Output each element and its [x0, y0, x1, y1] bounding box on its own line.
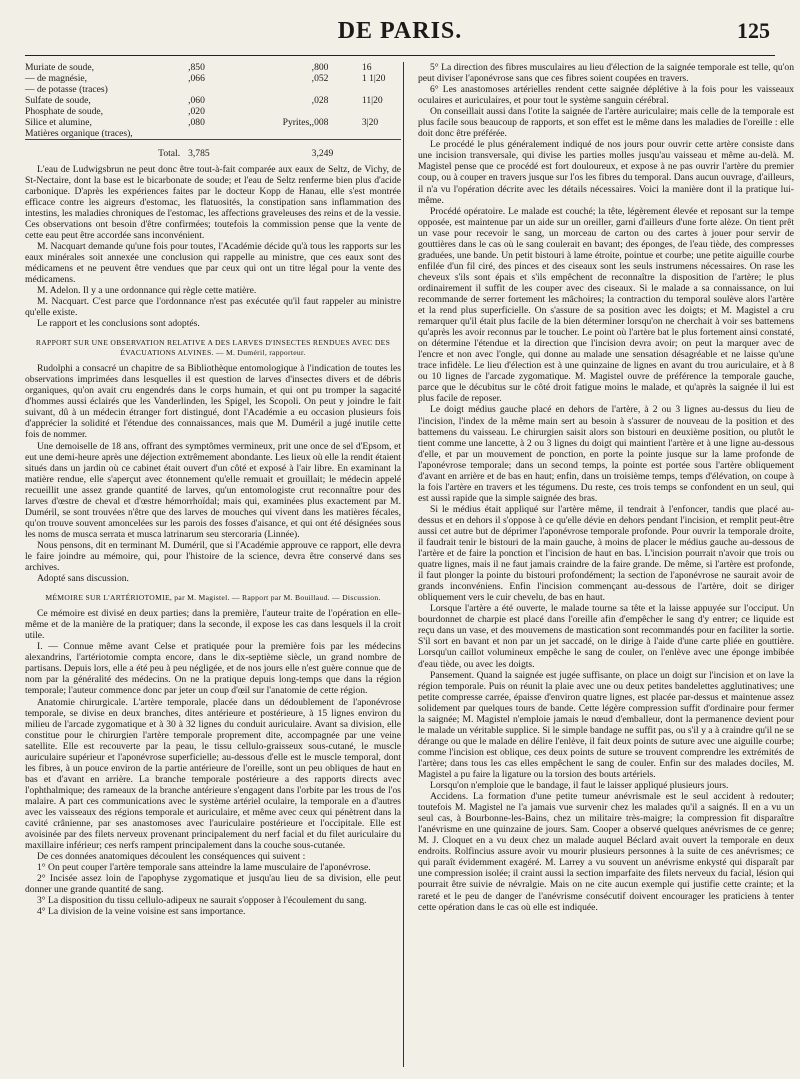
table-row [25, 95, 401, 106]
table-cell: 1 1|20 [361, 73, 386, 84]
table-cell [188, 84, 246, 95]
table-row [25, 73, 401, 84]
table-cell: 3|20 [361, 117, 379, 128]
paragraph: Nous pensons, dit en terminant M. Duméril, que si l'Académie approuve ce rapport, elle devra le faire joindre au mémoire, qui, pour l'histoire de la science, devra être conservé dans ses archives. [25, 539, 401, 574]
paragraph: M. Nacquart demande qu'une fois pour toutes, l'Académie décide qu'à tous les rapports sur les eaux minérales soit annexée une conclusion qui rappelle au ministre, que ces eaux sont des médicamens et ne peuvent être vendues que par ceux qui ont un titre légal pour la vente des médicamens. [25, 240, 401, 285]
table-cell [246, 84, 312, 95]
table-cell [246, 95, 312, 106]
table-row [25, 117, 401, 128]
paragraph: De ces données anatomiques découlent les conséquences qui suivent : [37, 851, 306, 863]
paragraph: I. — Connue même avant Celse et pratiquée pour la première fois par les médecins alexandrins, l'artériotomie compta encore, dans le dix-septième siècle, un grand nombre de partisans. Depuis lors, elle a été peu à peu négligée, et de nos jours elle n'est guère connue que de nom par la généralité des médecins. On ne la pratique depuis long-temps que dans la région temporale; l'auteur commence donc par jeter un coup d'œil sur l'anatomie de cette région. [25, 641, 401, 697]
paragraph: L'eau de Ludwigsbrun ne peut donc être tout-à-fait comparée aux eaux de Seltz, de Vichy, de St-Nectaire, dont la base est le bicarbonate de soude; et l'eau de Seltz renferme bien plus d'acide carbonique. D'après les expériences faites par le docteur Kopp de Hanau, elle s'est montrée efficace contre les aigreurs d'estomac, les flatuosités, la constipation sans inflammation des intestins, les maladies chroniques de l'estomac, les affections graveleuses des reins et de la vessie. Ces observations ont besoin d'être confirmées; toutefois la commission pense que la vente de cette eau peut être accordée sans inconvénient. [25, 163, 401, 241]
paragraph: Une demoiselle de 18 ans, offrant des symptômes vermineux, prit une once de sel d'Epsom, et eut une demi-heure après une déjection extrêmement abondante. Les lieux où elle la rendit étaient situés dans un jardin où ce cabinet était ouvert d'un côté et exposé à l'air libre. En examinant la matière rendue, elle s'aperçut avec étonnement qu'elle remuait et grouillait; le médecin appelé recueillit une assez grande quantité de larves, qu'un entomologiste crut reconnaître pour des larves d'œstre de cheval et d'œstre hémorrhoïdal; mais qui, examinées plus exactement par M. Duméril, se sont trouvées n'être que des larves de mouches qui vivent dans les matières fécales, qu'on trouve souvent amoncelées sur les parois des fosses d'aisance, et qui ont été désignées sous les noms de musca serrata et musca latrinarum seu stercoraria (Linnée). [25, 440, 401, 540]
paragraph: Procédé opératoire. Le malade est couché; la tête, légèrement élevée et reposant sur la tempe opposée, est maintenue par un aide sur un oreiller, garni d'ailleurs d'une forte alèze. On tient prêt un vase pour recevoir le sang, un morceau de carton ou des cartes à jouer pour servir de gouttières dans le cas où le sang coulerait en bavant; des éponges, de l'eau tiède, des compresses graduées, une bande. Un petit bistouri à lame étroite, pointue et courbe; une petite aiguille courbe enfilée d'un fil ciré, des pinces et des ciseaux sont les seuls instrumens nécessaires. On rase les cheveux s'ils sont épais et s'ils empêchent de reconnaître la disposition de l'artère; le plus ordinairement il suffit de les couper avec des ciseaux. Si le malade a sa connaissance, on lui recommande de serrer fortement les mâchoires; la contraction du temporal soulève alors l'artère et la rend plus superficielle. On s'assure de sa position avec les doigts; et M. Magistel a cru remarquer qu'il était plus facile de la bien déterminer lorsqu'on ne cherchait à voir ses battemens qu'après les avoir reconnus par le toucher. Le point où l'artère bat le plus fortement ainsi constaté, on détermine l'étendue et la direction que l'incision devra avoir; on peut la marquer avec de l'encre et non avec l'ongle, qui donne au malade une sensation désagréable et ne laisse qu'une trace infidèle. Le lieu d'élection est à une quinzaine de lignes en avant du trou auriculaire, et à 8 ou 10 lignes de l'arcade zygomatique. M. Magistel ouvre de préférence la temporale gauche, parce que le décubitus sur le côté droit fatigue moins le malade, et qu'après la saignée il lui est plus facile de reposer. [418, 205, 794, 405]
paragraph: Lorsque l'artère a été ouverte, le malade tourne sa tête et la laisse appuyée sur l'occiput. Un bourdonnet de charpie est placé dans l'oreille afin d'empêcher le sang d'y entrer; ce liquide est reçu dans un vase, et des mouvemens de mastication sont recommandés pour en faciliter la sortie. S'il sort en bavant et non par un jet saccadé, on le dirige à l'aide d'une carte pliée en gouttière. Lorsqu'un caillot volumineux empêche le sang de couler, on l'enlève avec une éponge imbibée d'eau tiède, ou avec les doigts. [418, 603, 794, 670]
table-cell: Muriate de soude, [25, 62, 95, 73]
table-cell: ,060 [188, 95, 205, 106]
table-cell: Sulfate de soude, [25, 95, 91, 106]
paragraph: 3° La disposition du tissu cellulo-adipeux ne saurait s'opposer à l'écoulement du sang. [37, 895, 367, 907]
table-cell: 11|20 [361, 95, 383, 106]
table-row [25, 84, 401, 95]
table-cell [312, 106, 362, 117]
table-cell: ,800 [311, 62, 329, 73]
table-cell: 16 [361, 62, 372, 73]
section-heading-arteriotomie: MÉMOIRE SUR L'ARTÉRIOTOMIE, par M. Magistel. — Rapport par M. Bouillaud. — Discussion. [45, 593, 381, 603]
table-cell: ,008 [311, 117, 329, 128]
paragraph: M. Adelon. Il y a une ordonnance qui règle cette matière. [37, 285, 257, 297]
paragraph: 4° La division de la veine voisine est sans importance. [37, 906, 246, 918]
table-cell: ,080 [188, 117, 205, 128]
table-cell: Silice et alumine, [25, 117, 92, 128]
table-total-row [25, 143, 401, 159]
total-label: Total. [158, 147, 181, 159]
mineral-analysis-table [25, 62, 401, 159]
table-cell [362, 84, 401, 95]
table-cell: — de magnésie, [25, 73, 88, 84]
paragraph: 2° Incisée assez loin de l'apophyse zygomatique et jusqu'au lieu de sa division, elle peut donner une grande quantité de sang. [25, 873, 401, 896]
table-cell: Phosphate de soude, [25, 106, 104, 117]
paragraph: 5° La direction des fibres musculaires au lieu d'élection de la saignée temporale est telle, qu'on peut diviser l'aponévrose sans que ces fibres soient coupées en travers. [418, 62, 794, 85]
paragraph: 1° On peut couper l'artère temporale sans atteindre la lame musculaire de l'aponévrose. [37, 862, 371, 874]
section-heading-larves: RAPPORT SUR UNE OBSERVATION RELATIVE A DES LARVES D'INSECTES RENDUES AVEC DES ÉVACUATIONS ALVINES. — M. Duméril, rapporteur. [35, 338, 391, 358]
paragraph: 6° Les anastomoses artérielles rendent cette saignée déplétive à la fois pour les vaisseaux oculaires et auriculaires, et pour tout le système sanguin cérébral. [418, 84, 794, 107]
paragraph: Le doigt médius gauche placé en dehors de l'artère, à 2 ou 3 lignes au-dessus du lieu de l'incision, l'index de la même main sert au besoin à s'assurer de nouveau de la position et des battemens du vaisseau. Le chirurgien saisit alors son bistouri en deuxième position, ou plutôt le tient comme une lancette, à 2 ou 3 lignes du doigt qui maintient l'artère et à une ligne au-dessous d'elle, et par un mouvement de ponction, en porte la pointe jusque sur la lame profonde de l'aponévrose temporale; dans un second temps, la pointe est portée sous l'artère obliquement d'avant en arrière et de bas en haut; enfin, dans un troisième temps, temps d'élévation, on coupe à la fois l'artère en travers et les tégumens. Du reste, ces trois temps se confondent en un seul, qui est aussi rapide que la simple saignée des bras. [418, 404, 794, 504]
table-cell: ,066 [188, 73, 205, 84]
header-rule [25, 55, 775, 56]
paragraph: Lorsqu'on n'emploie que le bandage, il faut le laisser appliqué plusieurs jours. [430, 780, 729, 792]
total-value-2: 3,249 [311, 147, 334, 159]
right-column [418, 62, 794, 913]
paragraph: Anatomie chirurgicale. L'artère temporale, placée dans un dédoublement de l'aponévrose temporale, se divise en deux branches, dites antérieure et postérieure, à 15 lignes environ du milieu de l'arcade zygomatique et à 30 à 32 lignes du conduit auriculaire. Avant sa division, elle constitue pour le chirurgien l'artère temporale proprement dite, accompagnée par une veine satellite. Elle est recouverte par la peau, le tissu cellulo-graisseux sous-cutané, le muscle auriculaire supérieur et l'aponévrose superficielle; au-dessous d'elle est le muscle temporal, dont les fibres, à un pouce environ de la partie antérieure de l'oreille, sont un peu obliques de haut en bas et d'avant en arrière. La branche temporale postérieure a des rapports directs avec l'ophthalmique; des rameaux de la branche antérieure s'engagent dans l'orbite par les trous de l'os malaire. A part ces communications avec le système artériel oculaire, la temporale en a d'autres avec les vaisseaux des régions temporale et auriculaire, et même avec ceux qui pénètrent dans la cavité crânienne, par ses anastomoses avec l'auriculaire postérieure et l'occipitale. Elle est avoisinée par des filets nerveux provenant principalement du nerf facial et du filet auriculaire du maxillaire inférieur; ces nerfs rampent principalement dans la couche sous-cutanée. [25, 696, 401, 852]
total-value-1: 3,785 [188, 147, 210, 159]
paragraph: Le rapport et les conclusions sont adoptés. [37, 318, 200, 330]
paragraph: Accidens. La formation d'une petite tumeur anévrismale est le seul accident à redouter; toutefois M. Magistel ne l'a jamais vue survenir chez les malades qu'il a saignés. Il en a vu un seul cas, à Bourbonne-les-Bains, chez un militaire très-maigre; la compression fit disparaître l'anévrisme en une quinzaine de jours. Sam. Cooper a observé quelques anévrismes de ce genre; M. J. Cloquet en a vu deux chez un malade auquel Béclard avait ouvert la temporale en deux endroits. Rolfincius assure avoir vu mourir plusieurs personnes à la suite de ces anévrismes; ce qui paraît évidemment exagéré. M. Larrey a vu souvent un anévrisme enkysté qui disparaît par une compression isolée; il craint aussi la section imparfaite des filets nerveux du facial, lésion qui pourrait être suivie de névralgie. Mais on ne cite aucun exemple qui justifie cette crainte; et la rareté et le peu de danger de l'anévrisme consécutif doivent encourager les praticiens à tenter cette opération dans le cas où elle est indiquée. [418, 791, 794, 913]
table-cell: ,850 [188, 62, 205, 73]
table-cell: ,020 [188, 106, 205, 117]
page-number: 125 [737, 18, 770, 43]
table-cell [246, 73, 312, 84]
paragraph: Si le médius était appliqué sur l'artère même, il tendrait à l'enfoncer, tandis que placé au-dessus et en dehors il s'oppose à ce qu'elle dévie en dehors pendant l'incision, et remplit peut-être aussi cet autre but de déprimer l'aponévrose temporale profonde. Pour ouvrir la temporale droite, il faudrait tenir le bistouri de la main gauche, à moins de placer le médius gauche au-dessous de l'artère et de faire la ponction et l'incision de haut en bas. L'incision pourrait n'avoir que trois ou quatre lignes, mais il ne faut jamais craindre de la faire grande. De même, si l'artère est profonde, il faut plonger la pointe du bistouri profondément; la section de l'aponévrose ne saurait avoir de grands inconvéniens. Enfin l'incision commençant au-dessous de l'artère, doit se diriger obliquement vers le cuir chevelu, de bas en haut. [418, 503, 794, 604]
page-header [0, 18, 800, 48]
table-cell: ,028 [311, 95, 329, 106]
table-cell [362, 106, 401, 117]
paragraph: Adopté sans discussion. [37, 573, 129, 585]
table-cell [312, 84, 362, 95]
paragraph: M. Nacquart. C'est parce que l'ordonnance n'est pas exécutée qu'il faut rappeler au ministre qu'elle existe. [25, 296, 401, 319]
paragraph: Ce mémoire est divisé en deux parties; dans la première, l'auteur traite de l'opération en elle-même et de la manière de la pratiquer; dans la seconde, il expose les cas dans lesquels il la croit utile. [25, 608, 401, 642]
running-title: DE PARIS. [337, 18, 463, 44]
table-row [25, 62, 401, 73]
table-cell: ,052 [311, 73, 329, 84]
table-row [25, 128, 401, 140]
table-cell: — de potasse (traces) [25, 84, 108, 95]
table-row [25, 106, 401, 117]
left-column [25, 62, 401, 917]
table-cell [246, 62, 312, 73]
table-cell [246, 106, 312, 117]
column-divider [403, 62, 404, 1067]
paragraph: On conseillait aussi dans l'otite la saignée de l'artère auriculaire; mais celle de la temporale est plus facile sous beaucoup de rapports, et son effet est le même dans les maladies de l'oreille : elle doit donc être préférée. [418, 106, 794, 140]
paragraph: Le procédé le plus généralement indiqué de nos jours pour ouvrir cette artère consiste dans une incision transversale, qui divise les parties molles jusqu'au vaisseau et même au-delà. M. Magistel pense que ce procédé est fort douloureux, et expose à ne pas ouvrir l'artère du premier coup, ou à couper en travers jusque sur l'os les fibres du temporal. Dans aucun ouvrage, d'ailleurs, il n'a vu l'opération décrite avec les détails nécessaires. Voici la manière dont il la pratique lui-même. [418, 139, 794, 206]
paragraph: Pansement. Quand la saignée est jugée suffisante, on place un doigt sur l'incision et on lave la région temporale. Puis on réunit la plaie avec une ou deux petites bandelettes agglutinatives; une petite compresse carrée, épaisse d'environ quatre lignes, est placée par-dessus et maintenue assez solidement par quelques tours de bande. Cette légère compression suffit d'ordinaire pour fermer la saignée; M. Magistel n'emploie jamais le nœud d'emballeur, dont la permanence devient pour le malade un véritable supplice. Si le simple bandage ne suffit pas, ou s'il y a à craindre qu'il ne se dérange ou que le malade en délire l'enlève, il fait deux points de suture avec une aiguille courbe; comme l'incision est oblique, ces deux points de suture se trouvent comprendre les extrémités de l'artère; dans tous les cas elles empêchent le sang de couler. Enfin sur des malades dociles, M. Magistel a pu faire la ligature ou la torsion des bouts artériels. [418, 669, 794, 780]
table-cell: Matières organique (traces), [25, 128, 133, 139]
paragraph: Rudolphi a consacré un chapitre de sa Bibliothèque entomologique à l'indication de toutes les observations imprimées dans lesquelles il est question de larves d'insectes divers et de débris organiques, qu'on avait cru engendrés dans le corps humain, et qui ont pu tromper la sagacité d'hommes aussi éclairés que les Vanderlinden, les Spigel, les Scopoli. On peut y joindre le fait suivant, dû à un médecin étranger fort distingué, dont l'Académie a eu occasion plusieurs fois d'apprécier la solidité et l'étendue des connaissances, mais que M. Duméril a jugé inutile cette fois de nommer. [25, 363, 401, 441]
table-cell: Pyrites, [282, 117, 312, 128]
